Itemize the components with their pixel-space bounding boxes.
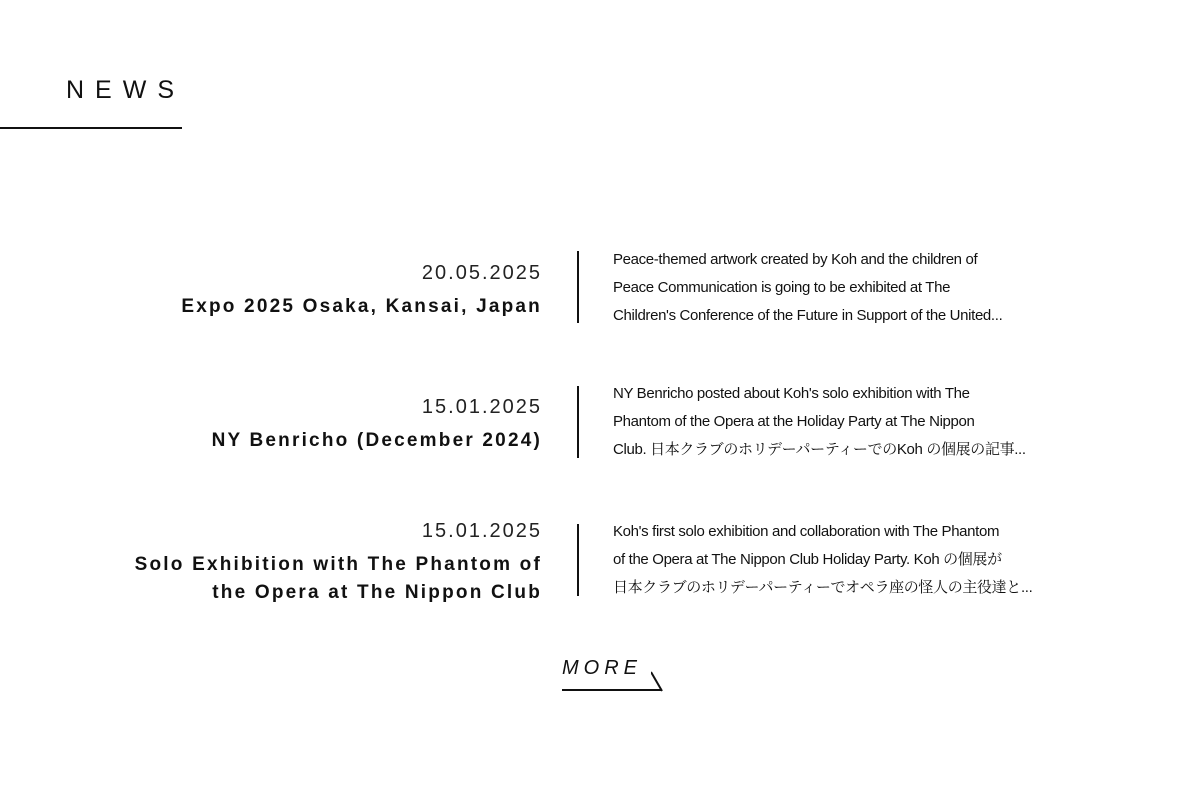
section-title: NEWS [66, 76, 185, 104]
excerpt-line: Peace Communication is going to be exhibited at The [613, 279, 951, 296]
title-underline [0, 127, 182, 129]
news-title[interactable]: NY Benricho (December 2024) [211, 430, 542, 451]
news-divider [577, 251, 579, 323]
news-title-line: Solo Exhibition with The Phantom of [134, 554, 542, 575]
excerpt-line: Peace-themed artwork created by Koh and the children of [613, 251, 978, 268]
excerpt-line: NY Benricho posted about Koh's solo exhibition with The [613, 385, 970, 402]
more-label: MORE [562, 657, 642, 679]
more-link[interactable] [561, 654, 665, 694]
news-date: 20.05.2025 [421, 262, 542, 284]
news-excerpt [613, 380, 1093, 464]
excerpt-line: Koh's first solo exhibition and collaboration with The Phantom [613, 523, 1000, 540]
news-divider [577, 386, 579, 458]
excerpt-line: of the Opera at The Nippon Club Holiday Party. Koh の個展が [613, 551, 1002, 568]
excerpt-line: 日本クラブのホリデーパーティーでオペラ座の怪人の主役達と... [613, 579, 1033, 596]
arrow-down-right-icon [651, 670, 663, 692]
news-date: 15.01.2025 [421, 520, 542, 542]
more-underline [562, 689, 662, 691]
news-divider [577, 524, 579, 596]
excerpt-line: Club. 日本クラブのホリデーパーティーでのKoh の個展の記事... [613, 441, 1026, 458]
news-excerpt [613, 518, 1093, 602]
news-excerpt [613, 246, 1093, 330]
excerpt-line: Children's Conference of the Future in Support of the United... [613, 307, 1003, 324]
news-date: 15.01.2025 [421, 396, 542, 418]
news-title-line: the Opera at The Nippon Club [212, 582, 542, 603]
excerpt-line: Phantom of the Opera at the Holiday Party at The Nippon [613, 413, 975, 430]
news-title[interactable] [112, 551, 542, 607]
news-title[interactable]: Expo 2025 Osaka, Kansai, Japan [181, 296, 542, 317]
